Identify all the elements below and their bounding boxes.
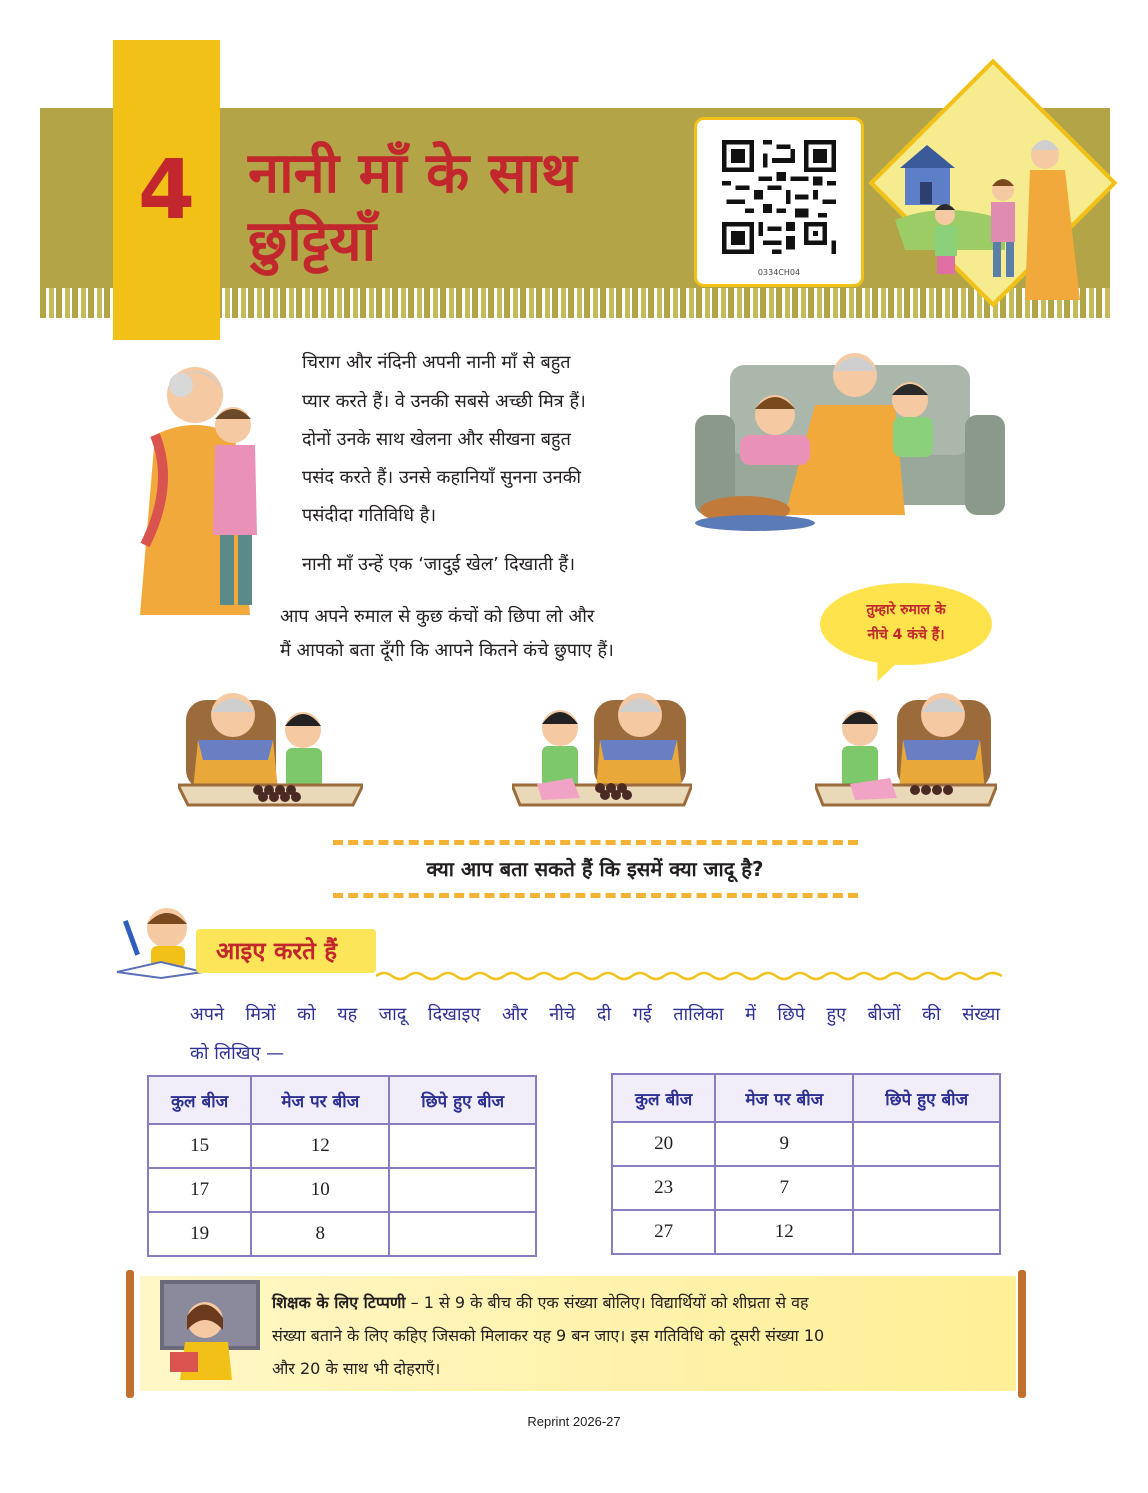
hidden-seeds-cell[interactable] bbox=[389, 1212, 536, 1256]
total-seeds-cell: 17 bbox=[148, 1168, 251, 1212]
story-line: प्यार करते हैं। वे उनकी सबसे अच्छी मित्र हैं। bbox=[302, 391, 586, 412]
column-header: कुल बीज bbox=[612, 1074, 715, 1122]
seeds-table-right bbox=[611, 1073, 1001, 1255]
table-row bbox=[612, 1210, 1000, 1254]
total-seeds-cell: 19 bbox=[148, 1212, 251, 1256]
table-row bbox=[612, 1122, 1000, 1166]
scroll-rod-right bbox=[1018, 1270, 1026, 1398]
hidden-seeds-cell[interactable] bbox=[389, 1124, 536, 1168]
qr-code-label: 0334CH04 bbox=[757, 268, 801, 277]
question-text: क्या आप बता सकते हैं कि इसमें क्या जादू है? bbox=[426, 857, 764, 881]
chapter-title-line2: छुट्टियाँ bbox=[248, 209, 377, 274]
seeds-on-table-cell: 12 bbox=[251, 1124, 389, 1168]
seeds-on-table-cell: 7 bbox=[715, 1166, 853, 1210]
teacher-note-text bbox=[272, 1286, 980, 1385]
speech-bubble-line: तुम्हारे रुमाल के bbox=[866, 602, 946, 618]
story-line: नानी माँ उन्हें एक ‘जादुई खेल’ दिखाती हैं। bbox=[302, 554, 576, 575]
sofa-family-illustration bbox=[685, 345, 1015, 535]
total-seeds-cell: 20 bbox=[612, 1122, 715, 1166]
qr-code-icon[interactable] bbox=[722, 140, 836, 254]
question-bottom-border bbox=[333, 893, 858, 898]
story-line: पसंद करते हैं। उनसे कहानियाँ सुनना उनकी bbox=[302, 467, 582, 488]
total-seeds-cell: 27 bbox=[612, 1210, 715, 1254]
scroll-rod-left bbox=[126, 1270, 134, 1398]
scene-grandmother-guesses bbox=[815, 680, 997, 812]
column-header: छिपे हुए बीज bbox=[389, 1076, 536, 1124]
table-header-row bbox=[148, 1076, 536, 1124]
chapter-title-line1: नानी माँ के साथ bbox=[248, 141, 577, 206]
instruction-line: को लिखिए — bbox=[190, 1043, 285, 1064]
hidden-seeds-cell[interactable] bbox=[853, 1166, 1000, 1210]
story-line: पसंदीदा गतिविधि है। bbox=[302, 505, 437, 526]
teacher-note-line bbox=[272, 1286, 980, 1319]
wavy-divider bbox=[376, 970, 1002, 982]
total-seeds-cell: 23 bbox=[612, 1166, 715, 1210]
question-top-border bbox=[333, 840, 858, 845]
hidden-seeds-cell[interactable] bbox=[389, 1168, 536, 1212]
seeds-on-table-cell: 12 bbox=[715, 1210, 853, 1254]
teacher-icon bbox=[160, 1280, 260, 1380]
teacher-note-line1: – 1 से 9 के बीच की एक संख्या बोलिए। विद्यार्थियों को शीघ्रता से वह bbox=[405, 1293, 809, 1312]
chapter-title bbox=[248, 140, 678, 276]
story-line: दोनों उनके साथ खेलना और सीखना बहुत bbox=[302, 429, 571, 450]
lets-do-heading: आइए करते हैं bbox=[216, 937, 337, 965]
seeds-on-table-cell: 8 bbox=[251, 1212, 389, 1256]
column-header: मेज पर बीज bbox=[715, 1074, 853, 1122]
table-row bbox=[148, 1212, 536, 1256]
scene-marbles-on-table bbox=[178, 680, 363, 812]
story-line: चिराग और नंदिनी अपनी नानी माँ से बहुत bbox=[302, 352, 571, 373]
seeds-table-left bbox=[147, 1075, 537, 1257]
grandmother-speech-line: मैं आपको बता दूँगी कि आपने कितने कंचे छुपाए हैं। bbox=[280, 640, 614, 661]
chapter-tab-point bbox=[113, 290, 220, 334]
teacher-note-line2: संख्या बताने के लिए कहिए जिसको मिलाकर यह 9 बन जाए। इस गतिविधि को दूसरी संख्या 10 bbox=[272, 1326, 825, 1345]
grandmother-hug-illustration bbox=[125, 355, 275, 625]
hidden-seeds-cell[interactable] bbox=[853, 1210, 1000, 1254]
speech-bubble-line: नीचे 4 कंचे हैं। bbox=[867, 627, 945, 643]
column-header: कुल बीज bbox=[148, 1076, 251, 1124]
column-header: मेज पर बीज bbox=[251, 1076, 389, 1124]
table-row bbox=[612, 1166, 1000, 1210]
instruction-line: अपने मित्रों को यह जादू दिखाइए और नीचे दी गई तालिका में छिपे हुए बीजों की संख्या bbox=[190, 1004, 1000, 1025]
grandmother-speech-line: आप अपने रुमाल से कुछ कंचों को छिपा लो और bbox=[280, 606, 595, 627]
teacher-note-label: शिक्षक के लिए टिप्पणी bbox=[272, 1293, 406, 1312]
seeds-on-table-cell: 9 bbox=[715, 1122, 853, 1166]
seeds-on-table-cell: 10 bbox=[251, 1168, 389, 1212]
table-row bbox=[148, 1168, 536, 1212]
scene-handkerchief-hidden-marbles bbox=[512, 680, 692, 812]
header-illustration bbox=[885, 110, 1105, 310]
teacher-note-line3: और 20 के साथ भी दोहराएँ। bbox=[272, 1359, 441, 1378]
column-header: छिपे हुए बीज bbox=[853, 1074, 1000, 1122]
table-row bbox=[148, 1124, 536, 1168]
total-seeds-cell: 15 bbox=[148, 1124, 251, 1168]
reprint-footer: Reprint 2026-27 bbox=[527, 1414, 621, 1429]
chapter-number: 4 bbox=[137, 143, 196, 238]
child-writing-icon bbox=[115, 900, 205, 980]
hidden-seeds-cell[interactable] bbox=[853, 1122, 1000, 1166]
speech-bubble-text bbox=[826, 598, 986, 648]
table-header-row bbox=[612, 1074, 1000, 1122]
